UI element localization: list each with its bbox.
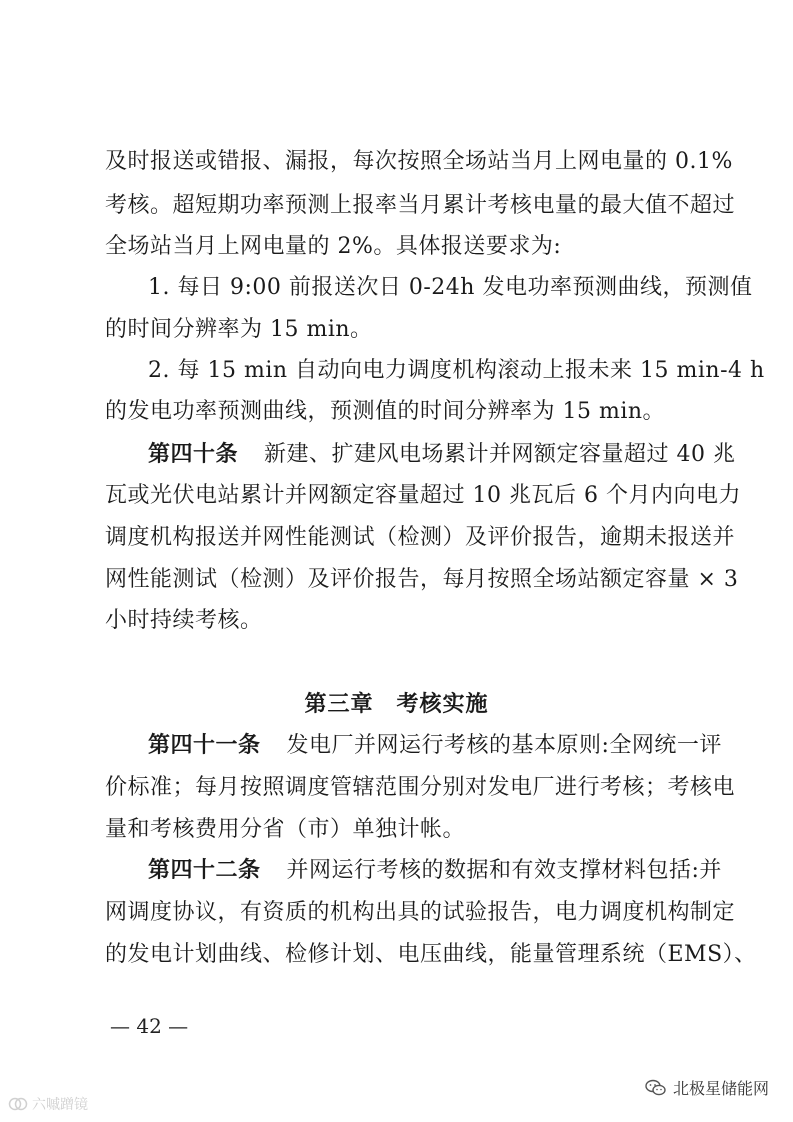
- text-line: 小时持续考核。: [105, 608, 263, 633]
- text-line: 网性能测试（检测）及评价报告，每月按照全场站额定容量 × 3: [105, 567, 739, 592]
- text-line: 的发电计划曲线、检修计划、电压曲线，能量管理系统（EMS）、: [105, 942, 757, 967]
- text-line: 全场站当月上网电量的 2%。具体报送要求为:: [105, 234, 562, 259]
- corner-watermark-text: 六嘁蹭镜: [32, 1097, 88, 1113]
- text-line: 量和考核费用分省（市）单独计帐。: [105, 817, 466, 842]
- article-42-text: 并网运行考核的数据和有效支撑材料包括:并: [286, 858, 722, 883]
- article-42-title: 第四十二条: [148, 858, 261, 883]
- article-40-text: 新建、扩建风电场累计并网额定容量超过 40 兆: [264, 442, 736, 467]
- list-item-1-line: 1. 每日 9:00 前报送次日 0-24h 发电功率预测曲线，预测值: [148, 275, 753, 300]
- text-line: 价标准；每月按照调度管辖范围分别对发电厂进行考核；考核电: [105, 775, 736, 800]
- text-line: 及时报送或错报、漏报，每次按照全场站当月上网电量的 0.1%: [105, 149, 733, 174]
- article-40-first-line: [148, 440, 738, 470]
- list-item-2-line: 的发电功率预测曲线，预测值的时间分辨率为 15 min。: [105, 399, 666, 424]
- text-line: 网调度协议，有资质的机构出具的试验报告，电力调度机构制定: [105, 900, 736, 925]
- article-41-title: 第四十一条: [148, 733, 261, 758]
- article-41-text: 发电厂并网运行考核的基本原则:全网统一评: [286, 733, 722, 758]
- chapter-heading: 第三章 考核实施: [304, 692, 489, 717]
- logo-icon: [8, 1096, 28, 1112]
- text-line: 瓦或光伏电站累计并网额定容量超过 10 兆瓦后 6 个月内向电力: [105, 483, 741, 508]
- list-item-2-line: 2. 每 15 min 自动向电力调度机构滚动上报未来 15 min-4 h: [148, 358, 765, 383]
- corner-watermark: [8, 1094, 88, 1114]
- list-item-1-line: 的时间分辨率为 15 min。: [105, 317, 373, 342]
- text-line: 考核。超短期功率预测上报率当月累计考核电量的最大值不超过: [105, 193, 736, 218]
- source-watermark: [645, 1076, 769, 1099]
- watermark-text: 北极星储能网: [672, 1079, 769, 1098]
- page-number: — 42 —: [110, 1014, 189, 1038]
- wechat-icon: [645, 1079, 667, 1097]
- text-line: 调度机构报送并网性能测试（检测）及评价报告，逾期未报送并: [105, 525, 736, 550]
- article-41-first-line: [148, 731, 738, 761]
- article-40-title: 第四十条: [148, 442, 239, 467]
- article-42-first-line: [148, 856, 738, 886]
